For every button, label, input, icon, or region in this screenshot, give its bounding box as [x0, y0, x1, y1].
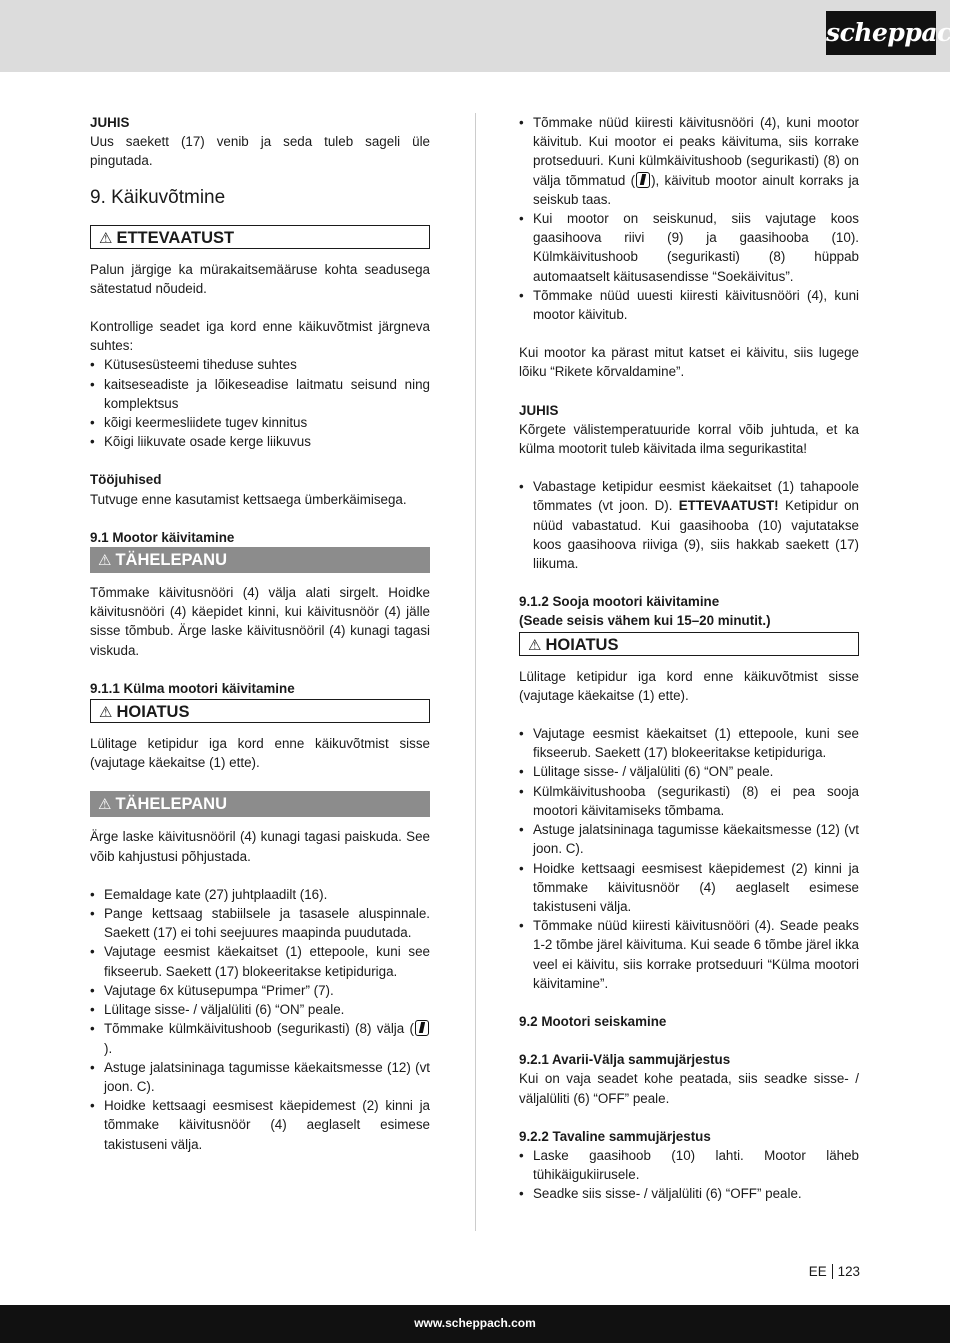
list-item: • Lülitage sisse- / väljalüliti (6) “ON” peale.: [519, 762, 859, 781]
list-item: • Kütusesüsteemi tiheduse suhtes: [90, 355, 430, 374]
heading-9-1-2: 9.1.2 Sooja mootori käivitamine: [519, 594, 720, 610]
cold-start-steps: [90, 885, 430, 1154]
troubleshoot-text: Kui mootor ka pärast mitut katset ei käivitu, siis lugege lõiku “Rikete kõrvaldamine”.: [519, 345, 859, 380]
brand-logo: scheppach: [826, 11, 936, 55]
header-bar: [0, 0, 950, 72]
rope-snap-text: Ärge laske käivitusnööril (4) kunagi tagasi paiskuda. See võib kahjustusi põhjustada.: [90, 829, 430, 864]
chain-brake-text: Lülitage ketipidur iga kord enne käikuvõtmist sisse (vajutage käekaitse (1) ette).: [519, 668, 859, 703]
list-item: • Külmkäivitushooba (segurikasti) (8) ei pea sooja mootori käivitamiseks tõmbama.: [519, 782, 859, 820]
heading-9-1-2-subtitle: (Seade seisis vähem kui 15–20 minutit.): [519, 613, 771, 629]
heading-9-1-1: 9.1.1 Külma mootori käivitamine: [90, 680, 295, 696]
list-item: • Astuge jalatsininaga tagumisse käekaitsmesse (12) (vt joon. C).: [519, 820, 859, 858]
list-item: • Astuge jalatsininaga tagumisse käekaitsmesse (12) (vt joon. C).: [90, 1058, 430, 1096]
choke-lever-icon: [636, 172, 650, 188]
caution-label: ETTEVAATUST: [116, 228, 235, 247]
warning-triangle-icon: ⚠: [98, 796, 112, 814]
list-item: • Vajutage 6x kütusepumpa “Primer” (7).: [90, 981, 430, 1000]
footer-url[interactable]: www.scheppach.com: [414, 1316, 536, 1330]
caution-box: [90, 225, 430, 249]
list-item: • Hoidke kettsaagi eesmisest käepidemest (2) kinni ja tõmmake käivitusnöör (4) aeglaselt esimese takistuseni välja.: [90, 1096, 430, 1154]
warm-start-steps: [519, 724, 859, 993]
choke-lever-icon: [415, 1020, 429, 1036]
list-item: • Hoidke kettsaagi eesmisest käepidemest (2) kinni ja tõmmake käivitusnöör (4) aeglaselt esimese takistuseni välja.: [519, 859, 859, 917]
heading-9-2: 9.2 Mootori seiskamine: [519, 1013, 667, 1029]
list-item: • kaitseseadiste ja lõikeseadise laitmatu seisund ning komplektsus: [90, 375, 430, 413]
work-notes-text: Tutvuge enne kasutamist kettsaega ümberkäimisega.: [90, 491, 407, 507]
right-column: [519, 113, 859, 1204]
warning-triangle-icon: ⚠: [99, 229, 113, 247]
note-text: Uus saekett (17) venib ja seda tuleb sageli üle pingutada.: [90, 134, 430, 169]
page-number-value: 123: [837, 1264, 860, 1279]
cold-start-steps-continued: [519, 113, 859, 324]
list-item: • Tõmmake külmkäivitushoob (segurikasti) (8) välja ().: [90, 1019, 430, 1057]
attention-label: TÄHELEPANU: [115, 551, 227, 570]
list-item: • Vajutage eesmist käekaitset (1) ettepoole, kuni see fikseerub. Saekett (17) blokeeritakse ketipiduriga.: [519, 724, 859, 762]
warning-triangle-icon: ⚠: [98, 552, 112, 570]
warning-label: HOIATUS: [116, 703, 190, 722]
note-text: Kõrgete välistemperatuuride korral võib juhtuda, et ka külma mootorit tuleb käivitada ilma segurikastita!: [519, 421, 859, 457]
check-intro-text: Kontrollige seadet iga kord enne käikuvõtmist järgneva suhtes:: [90, 319, 430, 354]
list-item: • Kõigi liikuvate osade kerge liikuvus: [90, 432, 430, 451]
list-item: • Vajutage eesmist käekaitset (1) ettepoole, kuni see fikseerub. Saekett (17) blokeeritakse ketipiduriga.: [90, 942, 430, 980]
normal-stop-steps: [519, 1146, 859, 1204]
left-column: [90, 113, 430, 1154]
emergency-stop-text: Kui on vaja seadet kohe peatada, siis seadke sisse- / väljalüliti (6) “OFF” peale.: [519, 1071, 859, 1106]
attention-banner: [90, 791, 430, 817]
warning-triangle-icon: ⚠: [99, 704, 113, 722]
list-item: • Eemaldage kate (27) juhtplaadilt (16).: [90, 885, 430, 904]
footer-bar: [0, 1305, 950, 1343]
list-item: • Kui mootor on seiskunud, siis vajutage koos gaasihoova riivi (9) ja gaasihooba (10). Külmkäivitushoob (segurikasti) (8) hüppab automaatselt käitusasendisse “Soekäivitus”.: [519, 209, 859, 286]
starter-rope-text: Tõmmake käivitusnööri (4) välja alati sirgelt. Hoidke käivitusnööri (4) käepidet kinni, kui käivitusnöör (4) jälle sisse tõmbub. Ärge laske käivitusnööril (4) kunagi tagasi viskuda.: [90, 585, 430, 658]
list-item: • Tõmmake nüüd uuesti kiiresti käivitusnööri (4), kuni mootor käivitub.: [519, 286, 859, 324]
noise-regulation-text: Palun järgige ka mürakaitsemääruse kohta seadusega sätestatud nõudeid.: [90, 261, 430, 296]
note-label: JUHIS: [519, 402, 559, 418]
heading-9-2-2: 9.2.2 Tavaline sammujärjestus: [519, 1128, 711, 1144]
warning-label: HOIATUS: [545, 635, 619, 654]
list-item: • Seadke siis sisse- / väljalüliti (6) “OFF” peale.: [519, 1184, 859, 1203]
attention-banner: [90, 547, 430, 573]
heading-9-2-1: 9.2.1 Avarii-Välja sammujärjestus: [519, 1052, 731, 1068]
check-list: [90, 355, 430, 451]
list-item: • kõigi keermesliidete tugev kinnitus: [90, 413, 430, 432]
heading-9-1: 9.1 Mootor käivitamine: [90, 529, 235, 545]
list-item: • Lülitage sisse- / väljalüliti (6) “ON” peale.: [90, 1000, 430, 1019]
attention-label: TÄHELEPANU: [115, 795, 227, 814]
list-item: • Tõmmake nüüd kiiresti käivitusnööri (4), kuni mootor käivitub. Kui mootor ei peaks käivituma, siis korrake protseduuri. Kuni külmkäivitushoob (segurikasti) (8) on välja tõmmatud ( ), käivitub mootor ainult korraks ja seiskub taas.: [519, 113, 859, 209]
list-item: • Tõmmake nüüd kiiresti käivitusnööri (4). Seade peaks 1-2 tõmbe järel käivituma. Kui seade 6 tõmbe järel ikka veel ei käivitu, siis korrake protseduuri “Külma mootori käivitamine”.: [519, 916, 859, 993]
list-item: • Laske gaasihoob (10) lahti. Mootor läheb tühikäigukiirusele.: [519, 1146, 859, 1184]
language-code: EE: [808, 1264, 827, 1279]
chain-brake-text: Lülitage ketipidur iga kord enne käikuvõtmist sisse (vajutage käekaitse (1) ette).: [90, 736, 430, 771]
warning-box: [519, 632, 859, 656]
list-item: • Vabastage ketipidur eesmist käekaitset (1) tahapoole tõmmates (vt joon. D). ETTEVAATUST! Ketipidur on nüüd vabastatud. Kui gaasihooba (10) vajutatakse koos gaasihoova riiviga (9), siis hakkab saekett (17) liikuma.: [519, 477, 859, 573]
note-label: JUHIS: [90, 115, 130, 130]
column-divider: [475, 113, 476, 1231]
warning-box: [90, 699, 430, 723]
section-title: 9. Käikuvõtmine: [90, 186, 226, 208]
warning-triangle-icon: ⚠: [528, 636, 542, 654]
list-item: • Pange kettsaag stabiilsele ja tasasele aluspinnale. Saekett (17) ei tohi seejuures maapinda puudutada.: [90, 904, 430, 942]
work-notes-label: Tööjuhised: [90, 472, 162, 488]
page-number: [790, 1264, 860, 1279]
brake-release-list: [519, 477, 859, 573]
